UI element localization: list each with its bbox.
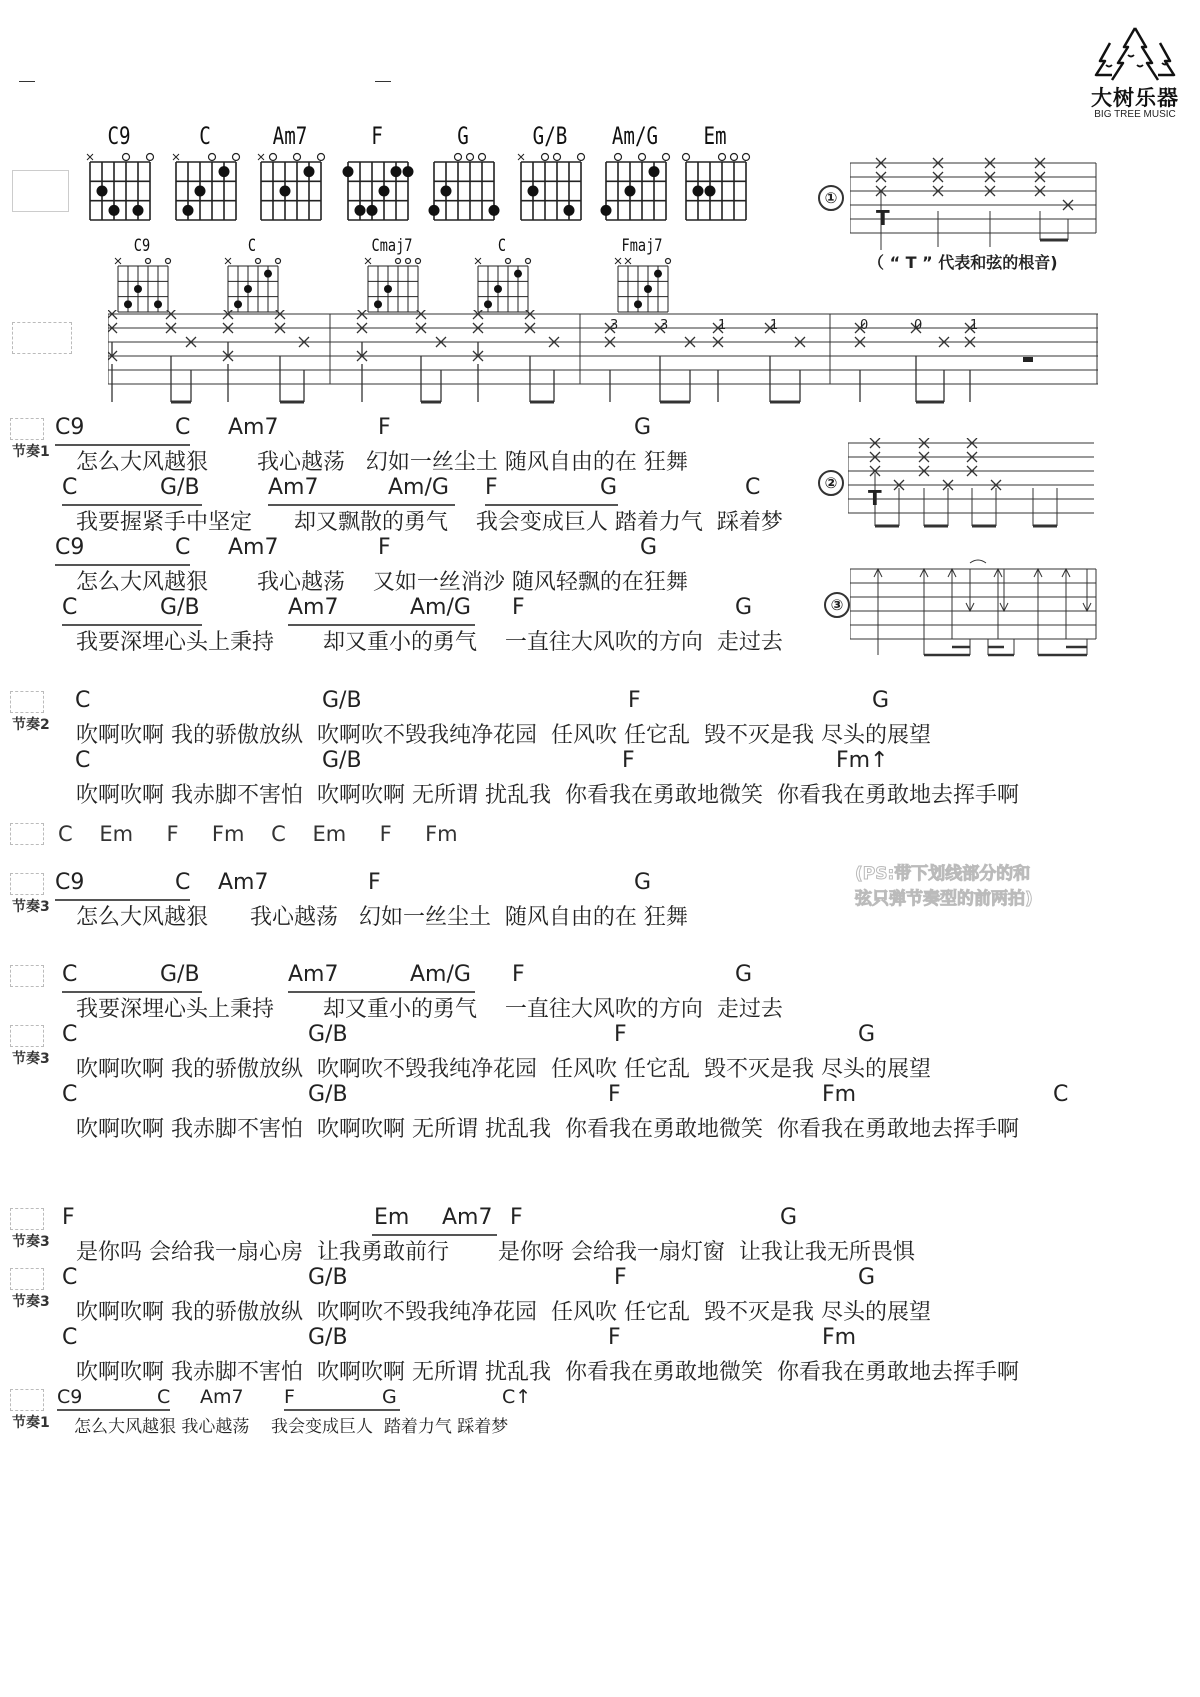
chord-label: G [858,1022,876,1047]
section-tag [10,691,44,713]
chord-label: C [1053,1082,1069,1107]
fretboard-grid [255,150,327,238]
chord-label: F [608,1082,621,1107]
fretboard-grid [600,150,672,238]
chord-label: G/B [308,1082,348,1107]
chord-label: Am/G [410,962,471,987]
lyric-line: 怎么大风越狠 我心越荡 又如一丝消沙 随风轻飘的在狂舞 [76,570,688,595]
pattern-2-root-mark: T [868,486,882,510]
fret-number: 3 [610,318,619,333]
chord-label: C [175,415,191,440]
chord-label: G [858,1265,876,1290]
chord-label: F [62,1205,75,1230]
chord-label: C [157,1386,171,1408]
lyric-line: 吹啊吹啊 我的骄傲放纵 吹啊吹不毁我纯净花园 任风吹 任它乱 毁不灭是我 尽头的展望 [76,1300,931,1325]
chord-label: F [510,1205,523,1230]
lyric-line: 怎么大风越狠 我心越荡 幻如一丝尘土 随风自由的在 狂舞 [76,450,688,475]
root-note-caption: （ “ T ” 代表和弦的根音) [868,253,1058,272]
chord-label: C9 [55,415,85,440]
chord-diagram-name: G/B [532,122,568,150]
chord-label: C [62,1082,78,1107]
logo-en: BIG TREE MUSIC [1094,109,1176,120]
pattern-3-label: ③ [824,592,850,618]
lyric-line: 吹啊吹啊 我赤脚不害怕 吹啊吹啊 无所谓 扰乱我 你看我在勇敢地微笑 你看我在勇敢地去挥手啊 [76,783,1019,808]
chord-label: C [62,595,78,620]
ps-note [855,862,1033,912]
chord-label: G [600,475,618,500]
fretboard-grid [170,150,242,238]
lyric-line: 怎么大风越狠 我心越荡 我会变成巨人 踏着力气 踩着梦 [74,1417,509,1437]
section-tag [10,823,44,845]
lyric-line: 是你吗 会给我一扇心房 让我勇敢前行 是你呀 会给我一扇灯窗 让我让我无所畏惧 [76,1240,915,1265]
rhythm-label: 节奏3 [12,1234,50,1250]
fretboard-grid [515,150,587,238]
chord-diagram-name: Am7 [272,122,308,150]
chord-label: Am7 [288,595,339,620]
chord-label: F [512,595,525,620]
chord-label: C [75,688,91,713]
section-tag [10,965,44,987]
chord-label: Am7 [228,535,279,560]
chord-diagram-name: C [497,236,507,256]
chord-label: C9 [57,1386,83,1408]
fret-number: 1 [770,318,779,333]
chord-diagram-name: G [457,122,469,150]
chord-label: F [614,1265,627,1290]
chord-label: G [735,962,753,987]
chord-label: Am/G [410,595,471,620]
chord-label: Am7 [228,415,279,440]
rhythm-label: 节奏3 [12,1051,50,1067]
chord-label: Am7 [288,962,339,987]
lyric-line: 吹啊吹啊 我赤脚不害怕 吹啊吹啊 无所谓 扰乱我 你看我在勇敢地微笑 你看我在勇敢地去挥手啊 [76,1360,1019,1385]
lyric-line: 怎么大风越狠 我心越荡 幻如一丝尘土 随风自由的在 狂舞 [76,905,688,930]
root-mark-t: T [876,206,890,230]
fretboard-grid [428,150,500,238]
chord-diagram-name: C9 [133,236,151,256]
interlude-chords: C Em F Fm C Em F Fm [58,822,458,846]
chord-label: F [284,1386,295,1408]
section-tag-intro [12,322,72,354]
chord-label: C9 [55,535,85,560]
fret-number: 3 [660,318,669,333]
pattern-3-tab [850,555,1100,665]
lyric-line: 吹啊吹啊 我的骄傲放纵 吹啊吹不毁我纯净花园 任风吹 任它乱 毁不灭是我 尽头的展望 [76,723,931,748]
chord-label: C [62,475,78,500]
chord-diagram-name: C [199,122,211,150]
fretboard-grid [680,150,752,238]
header-dash-left [19,81,35,82]
chord-label: G [634,415,652,440]
chord-label: G/B [322,748,362,773]
chord-diagram-name: F [371,122,383,150]
chord-label: F [512,962,525,987]
chord-label: G [735,595,753,620]
pattern-2-label: ② [818,470,844,496]
chord-label: C↑ [502,1386,532,1408]
chord-label: Fm↑ [836,748,889,773]
chord-label: C [745,475,761,500]
section-tag [10,1208,44,1230]
chord-label: C [75,748,91,773]
section-tag-chords [12,170,69,212]
chord-label: C [175,870,191,895]
chord-label: F [378,535,391,560]
chord-label: Am7 [218,870,269,895]
partial-strum-underline [284,1409,400,1411]
chord-label: Em [374,1205,410,1230]
rhythm-label: 节奏3 [12,899,50,915]
intro-tab-staff [108,310,1100,410]
chord-diagram-name: C9 [107,122,131,150]
chord-diagram-name: C [247,236,257,256]
lyric-line: 我要深埋心头上秉持 却又重小的勇气 一直往大风吹的方向 走过去 [76,997,783,1022]
chord-label: C9 [55,870,85,895]
ps-note-line-1: (PS:带下划线部分的和 [855,864,1031,884]
chord-diagram-name: Em [703,122,727,150]
chord-label: G/B [308,1325,348,1350]
chord-label: C [62,1325,78,1350]
chord-label: C [62,962,78,987]
chord-label: C [62,1022,78,1047]
header-dash-mid [375,81,391,82]
chord-label: Fm [822,1082,857,1107]
fret-number: 0 [914,318,923,333]
chord-label: G [634,870,652,895]
logo-cn: 大树乐器 [1091,86,1179,110]
lyric-line: 吹啊吹啊 我的骄傲放纵 吹啊吹不毁我纯净花园 任风吹 任它乱 毁不灭是我 尽头的展望 [76,1057,931,1082]
rhythm-label: 节奏1 [12,1415,50,1431]
chord-label: G/B [160,475,200,500]
partial-strum-underline [57,1409,170,1411]
chord-label: Fm [822,1325,857,1350]
section-tag [10,1025,44,1047]
tree-logo-icon [1090,25,1180,83]
ps-note-line-2: 弦只弹节奏型的前两拍) [855,889,1033,909]
chord-label: C [175,535,191,560]
rhythm-label: 节奏1 [12,444,50,460]
chord-label: G/B [308,1265,348,1290]
chord-label: F [378,415,391,440]
chord-label: Am7 [442,1205,493,1230]
pattern-1-tab [850,155,1100,255]
chord-label: G [640,535,658,560]
brand-logo [1085,25,1185,120]
chord-label: F [608,1325,621,1350]
chord-label: G/B [160,962,200,987]
chord-label: C [62,1265,78,1290]
chord-label: F [485,475,498,500]
chord-label: G/B [308,1022,348,1047]
chord-label: F [628,688,641,713]
chord-label: G/B [322,688,362,713]
fretboard-grid [342,150,414,238]
chord-label: F [614,1022,627,1047]
lyric-line: 我要深埋心头上秉持 却又重小的勇气 一直往大风吹的方向 走过去 [76,630,783,655]
lyric-line: 我要握紧手中坚定 却又飘散的勇气 我会变成巨人 踏着力气 踩着梦 [76,510,783,535]
chord-label: G [872,688,890,713]
rhythm-label: 节奏2 [12,717,50,733]
section-tag [10,418,44,440]
chord-diagram-name: Am/G [611,122,659,150]
chord-label: F [622,748,635,773]
pattern-1-label: ① [818,185,844,211]
fret-number: 0 [860,318,869,333]
chord-diagram-name: Cmaj7 [371,236,413,256]
section-tag [10,1389,44,1411]
fret-number: 1 [718,318,727,333]
fret-number: 1 [970,318,979,333]
chord-label: G [382,1386,397,1408]
chord-label: Am7 [200,1386,244,1408]
section-tag [10,1268,44,1290]
chord-label: F [368,870,381,895]
rhythm-label: 节奏3 [12,1294,50,1310]
chord-label: Am/G [388,475,449,500]
chord-diagram-name: Fmaj7 [621,236,663,256]
chord-label: Am7 [268,475,319,500]
section-tag [10,873,44,895]
lyric-line: 吹啊吹啊 我赤脚不害怕 吹啊吹啊 无所谓 扰乱我 你看我在勇敢地微笑 你看我在勇敢地去挥手啊 [76,1117,1019,1142]
chord-label: G/B [160,595,200,620]
chord-label: G [780,1205,798,1230]
fretboard-grid [84,150,156,238]
pattern-2-tab [848,438,1098,530]
